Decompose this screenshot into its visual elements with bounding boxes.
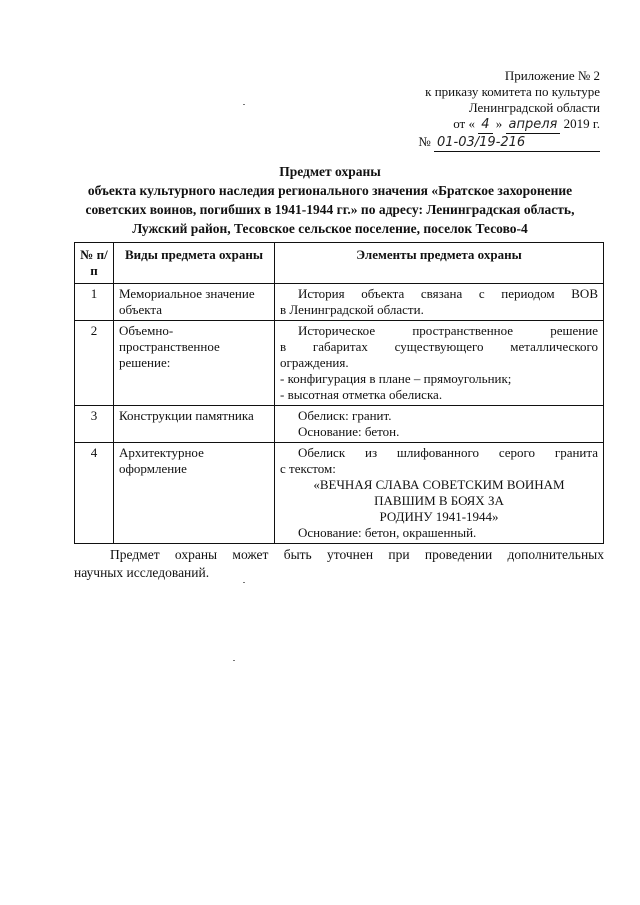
row-num: 4 [75, 443, 114, 544]
row-line: в Ленинградской области. [280, 302, 424, 317]
appendix-number [418, 134, 600, 152]
protection-table [74, 242, 604, 544]
row-elements [275, 443, 604, 544]
table-row [75, 321, 604, 406]
appendix-order-ref: к приказу комитета по культуре [425, 84, 600, 99]
row-kind: Объемно-пространственное решение: [114, 321, 275, 406]
header-num: № п/п [75, 243, 114, 284]
table-row [75, 406, 604, 443]
row-kind: Конструкции памятника [114, 406, 275, 443]
appendix-date [418, 116, 600, 134]
date-year: 2019 г. [563, 116, 600, 131]
row-line: Обелиск из шлифованного серого гранита [298, 445, 598, 460]
row-line: ограждения. [280, 355, 349, 370]
row-line: История объекта связана с периодом ВОВ [298, 286, 598, 301]
row-num: 1 [75, 284, 114, 321]
footer-line: Предмет охраны может быть уточнен при проведении дополнительных [110, 547, 604, 562]
table-header-row [75, 243, 604, 284]
title-subheading: объекта культурного наследия регионального значения «Братское захоронение советских воинов, погибших в 1941-1944 гг.» по адресу: Ленинградская область, Лужский район, Тесовское сельское поселение, поселок Тесово-4 [85, 183, 575, 236]
document-title [60, 162, 600, 238]
row-line: - высотная отметка обелиска. [280, 387, 443, 402]
date-mid: » [495, 116, 503, 131]
scan-speck [233, 660, 235, 661]
appendix-region: Ленинградской области [468, 100, 600, 115]
row-kind: Архитектурное оформление [114, 443, 275, 544]
row-line: Основание: бетон, окрашенный. [298, 525, 477, 540]
row-line: Историческое пространственное решение [298, 323, 598, 338]
footer-line: научных исследований. [74, 565, 210, 580]
table-row [75, 443, 604, 544]
row-line: Обелиск: гранит. [298, 408, 392, 423]
row-elements [275, 321, 604, 406]
header-kind: Виды предмета охраны [114, 243, 275, 284]
number-prefix: № [418, 134, 431, 149]
inscription-line: ПАВШИМ В БОЯХ ЗА [374, 493, 504, 508]
date-month: апреля [506, 117, 561, 134]
title-heading: Предмет охраны [279, 164, 381, 179]
footer-note [74, 546, 604, 582]
row-elements [275, 406, 604, 443]
row-num: 2 [75, 321, 114, 406]
table-row [75, 284, 604, 321]
date-prefix: от « [453, 116, 475, 131]
row-line: с текстом: [280, 461, 336, 476]
row-line: - конфигурация в плане – прямоугольник; [280, 371, 512, 386]
inscription-line: РОДИНУ 1941-1944» [379, 509, 499, 524]
scan-speck [243, 104, 245, 105]
row-kind: Мемориальное значение объекта [114, 284, 275, 321]
header-elements: Элементы предмета охраны [275, 243, 604, 284]
row-elements [275, 284, 604, 321]
date-day: 4 [478, 117, 492, 134]
row-num: 3 [75, 406, 114, 443]
scan-speck [243, 582, 245, 583]
appendix-title: Приложение № 2 [504, 68, 600, 83]
row-line: Основание: бетон. [298, 424, 400, 439]
inscription-line: «ВЕЧНАЯ СЛАВА СОВЕТСКИМ ВОИНАМ [313, 477, 565, 492]
appendix-header [418, 68, 600, 152]
number-value: 01-03/19-216 [434, 135, 600, 152]
row-line: в габаритах существующего металлического [280, 339, 598, 354]
